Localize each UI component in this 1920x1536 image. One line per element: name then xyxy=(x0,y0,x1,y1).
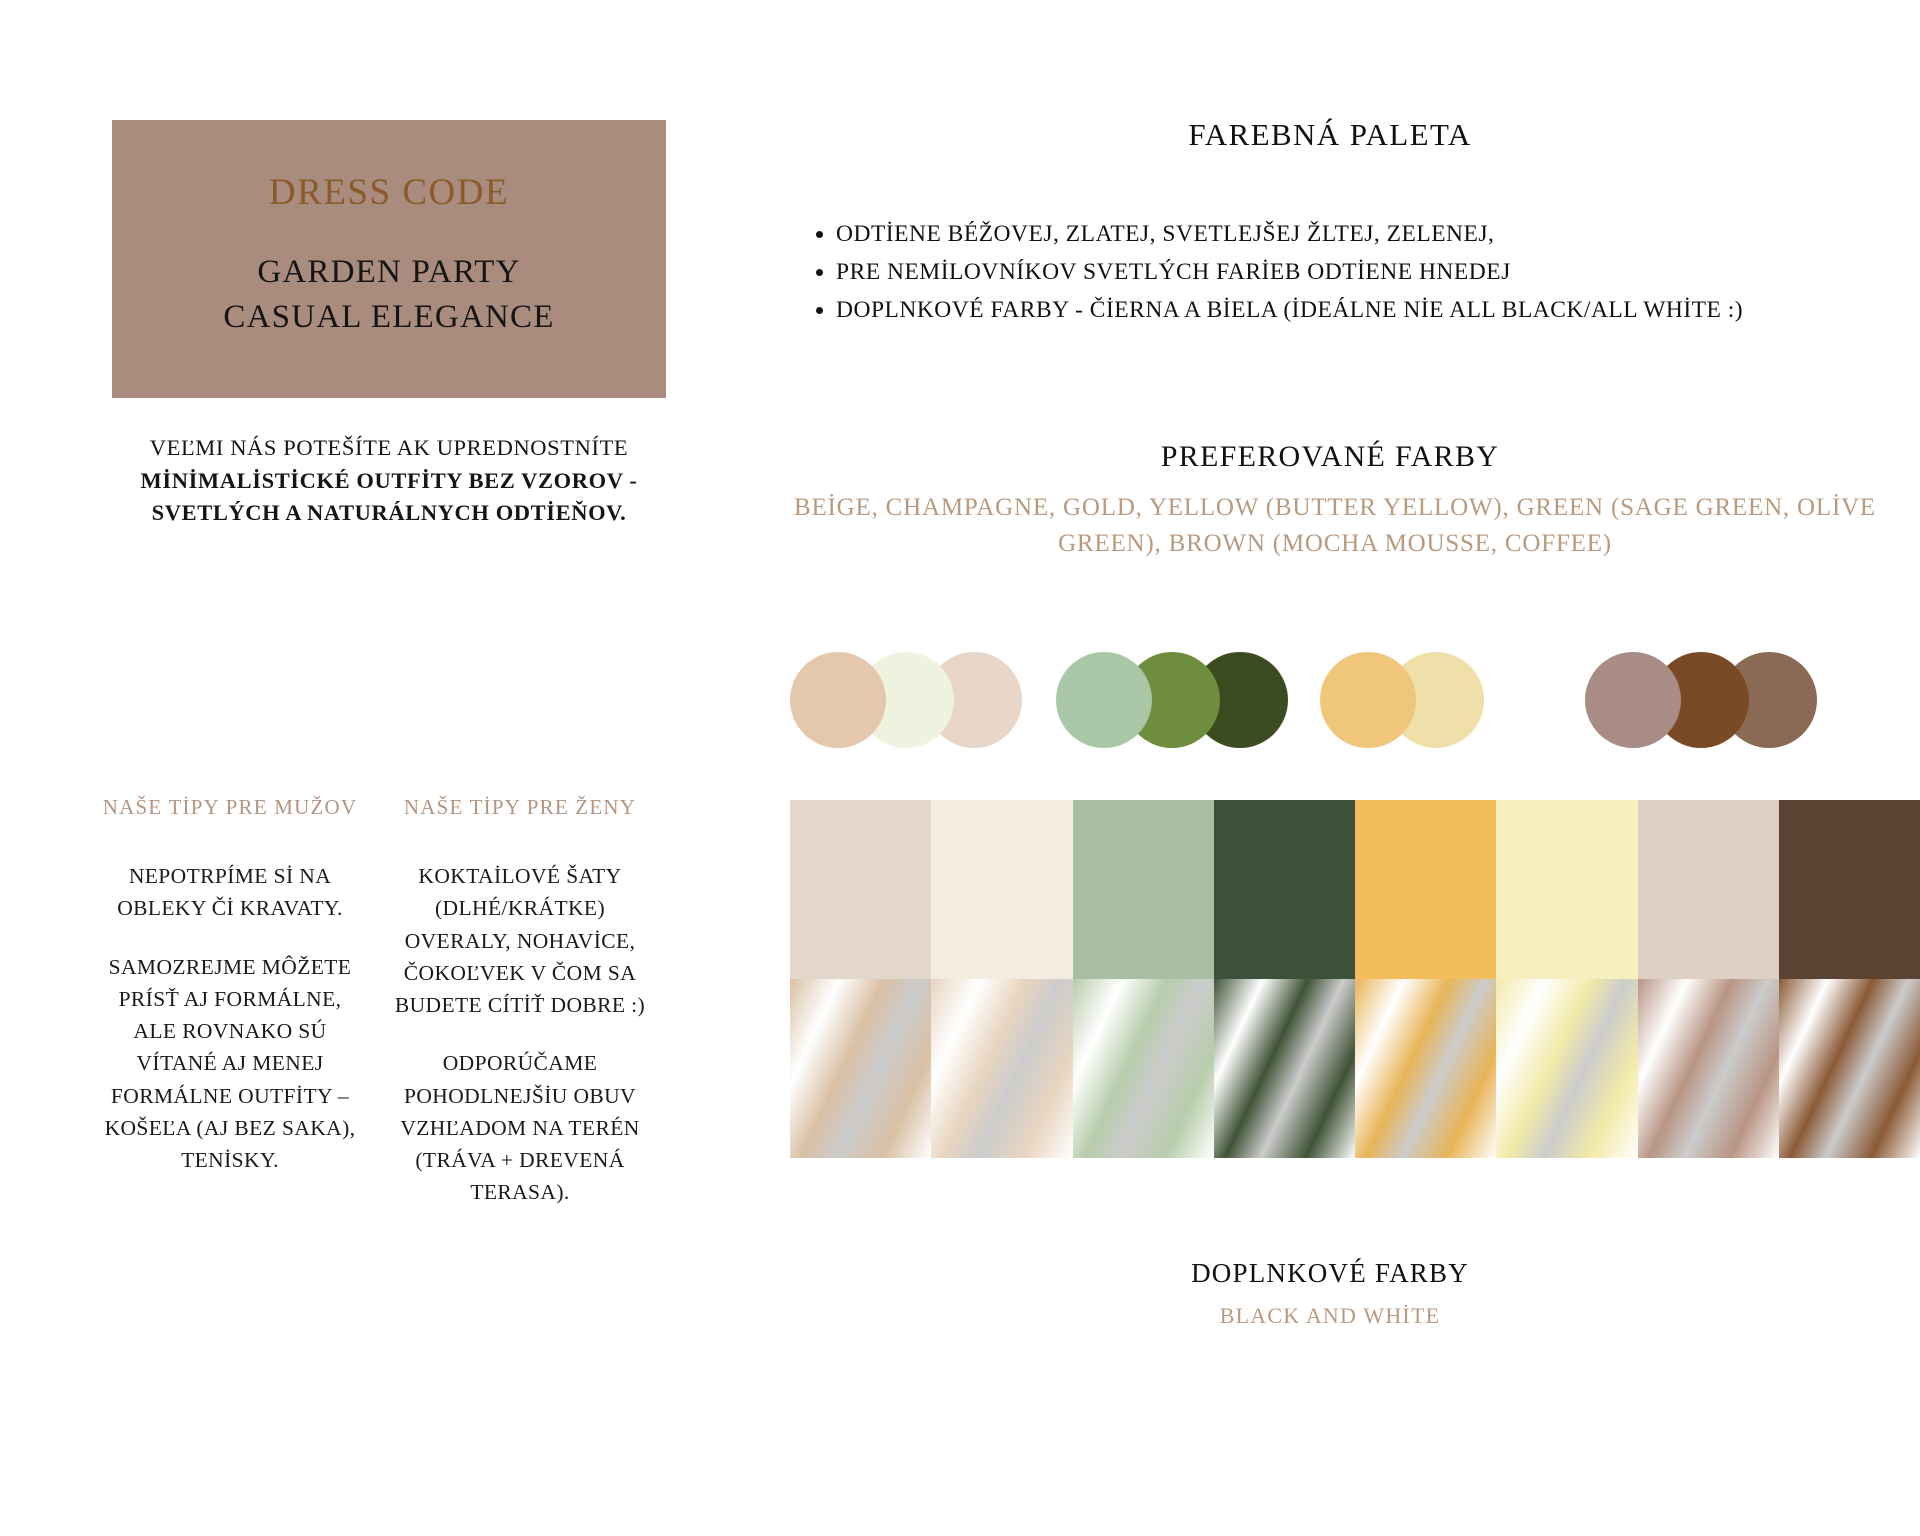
color-circle xyxy=(1056,652,1152,748)
fabric-swatch-grid xyxy=(790,800,1920,1158)
tips-section xyxy=(96,795,696,1209)
palette-title: FAREBNÁ PALETA xyxy=(1188,117,1472,152)
fabric-swatch-textured xyxy=(1214,979,1355,1158)
note-text-bold: MİNİMALİSTİCKÉ OUTFİTY BEZ VZOROV - SVETLÝCH A NATURÁLNYCH ODTİEŇOV. xyxy=(140,467,638,526)
fabric-swatch-solid xyxy=(1638,800,1779,979)
fabric-swatch-textured xyxy=(1638,979,1779,1158)
tips-men-body xyxy=(96,860,364,1176)
extra-colors-title: DOPLNKOVÉ FARBY xyxy=(1191,1258,1469,1288)
tips-men-heading: NAŠE TİPY PRE MUŽOV xyxy=(102,795,358,819)
fabric-swatch-solid xyxy=(1779,800,1920,979)
color-circle-swatches xyxy=(790,652,1900,756)
dress-code-title: DRESS CODE xyxy=(268,171,510,213)
fabric-swatch-solid xyxy=(1214,800,1355,979)
tips-women-paragraph-2: ODPORÚČAME POHODLNEJŠİU OBUV VZHĽADOM NA TERÉN (TRÁVA + DREVENÁ TERASA). xyxy=(400,1051,640,1205)
dress-code-subtitle-line1: GARDEN PARTY xyxy=(257,253,521,290)
fabric-swatch-textured xyxy=(931,979,1072,1158)
fabric-swatch-textured xyxy=(790,979,931,1158)
tips-women-column xyxy=(386,795,654,1209)
tips-men-column xyxy=(96,795,364,1209)
extra-colors-subtitle: BLACK AND WHİTE xyxy=(1219,1303,1441,1328)
fabric-swatch-solid xyxy=(1355,800,1496,979)
palette-bullet-2: • PRE NEMİLOVNÍKOV SVETLÝCH FARİEB ODTİENE HNEDEJ xyxy=(836,253,1920,291)
fabric-swatch-solid xyxy=(1496,800,1637,979)
palette-bullet-1: • ODTİENE BÉŽOVEJ, ZLATEJ, SVETLEJŠEJ ŽLTEJ, ZELENEJ, xyxy=(836,215,1920,253)
fabric-swatch-textured xyxy=(1073,979,1214,1158)
fabric-swatch-textured xyxy=(1355,979,1496,1158)
preferred-colors-title: PREFEROVANÉ FARBY xyxy=(1160,440,1500,473)
dress-code-subtitle xyxy=(223,250,554,339)
tips-women-body xyxy=(386,860,654,1209)
palette-bullet-list xyxy=(800,215,1920,329)
tips-men-paragraph-1: NEPOTRPÍME Sİ NA OBLEKY Čİ KRAVATY. xyxy=(117,864,343,921)
fabric-swatch-solid xyxy=(931,800,1072,979)
dress-code-box xyxy=(112,120,666,398)
dress-code-subtitle-line2: CASUAL ELEGANCE xyxy=(223,298,555,335)
preferred-colors-text: BEİGE, CHAMPAGNE, GOLD, YELLOW (BUTTER YELLOW), GREEN (SAGE GREEN, OLİVE GREEN), BROWN (MOCHA MOUSSE, COFFEE) xyxy=(793,494,1876,557)
fabric-swatch-solid xyxy=(1073,800,1214,979)
fabric-swatch-textured xyxy=(1779,979,1920,1158)
tips-men-paragraph-2: SAMOZREJME MÔŽETE PRÍSŤ AJ FORMÁLNE, ALE ROVNAKO SÚ VÍTANÉ AJ MENEJ FORMÁLNE OUTFİTY – KOŠEĽA (AJ BEZ SAKA), TENİSKY. xyxy=(104,954,356,1172)
color-circle xyxy=(790,652,886,748)
palette-bullet-3: • DOPLNKOVÉ FARBY - ČİERNA A BİELA (İDEÁLNE NİE ALL BLACK/ALL WHİTE :) xyxy=(836,291,1920,329)
note-text-regular: VEĽMI NÁS POTEŠÍTE AK UPREDNOSTNÍTE xyxy=(149,435,629,460)
fabric-swatch-textured xyxy=(1496,979,1637,1158)
minimalist-outfit-note xyxy=(112,432,666,530)
tips-women-heading: NAŠE TİPY PRE ŽENY xyxy=(403,795,637,819)
color-circle xyxy=(1320,652,1416,748)
fabric-swatch-solid xyxy=(790,800,931,979)
color-circle xyxy=(1585,652,1681,748)
tips-women-paragraph-1: KOKTAİLOVÉ ŠATY (DLHÉ/KRÁTKE) OVERALY, NOHAVİCE, ČOKOĽVEK V ČOM SA BUDETE CÍTİŤ DOBRE :) xyxy=(394,864,646,1017)
